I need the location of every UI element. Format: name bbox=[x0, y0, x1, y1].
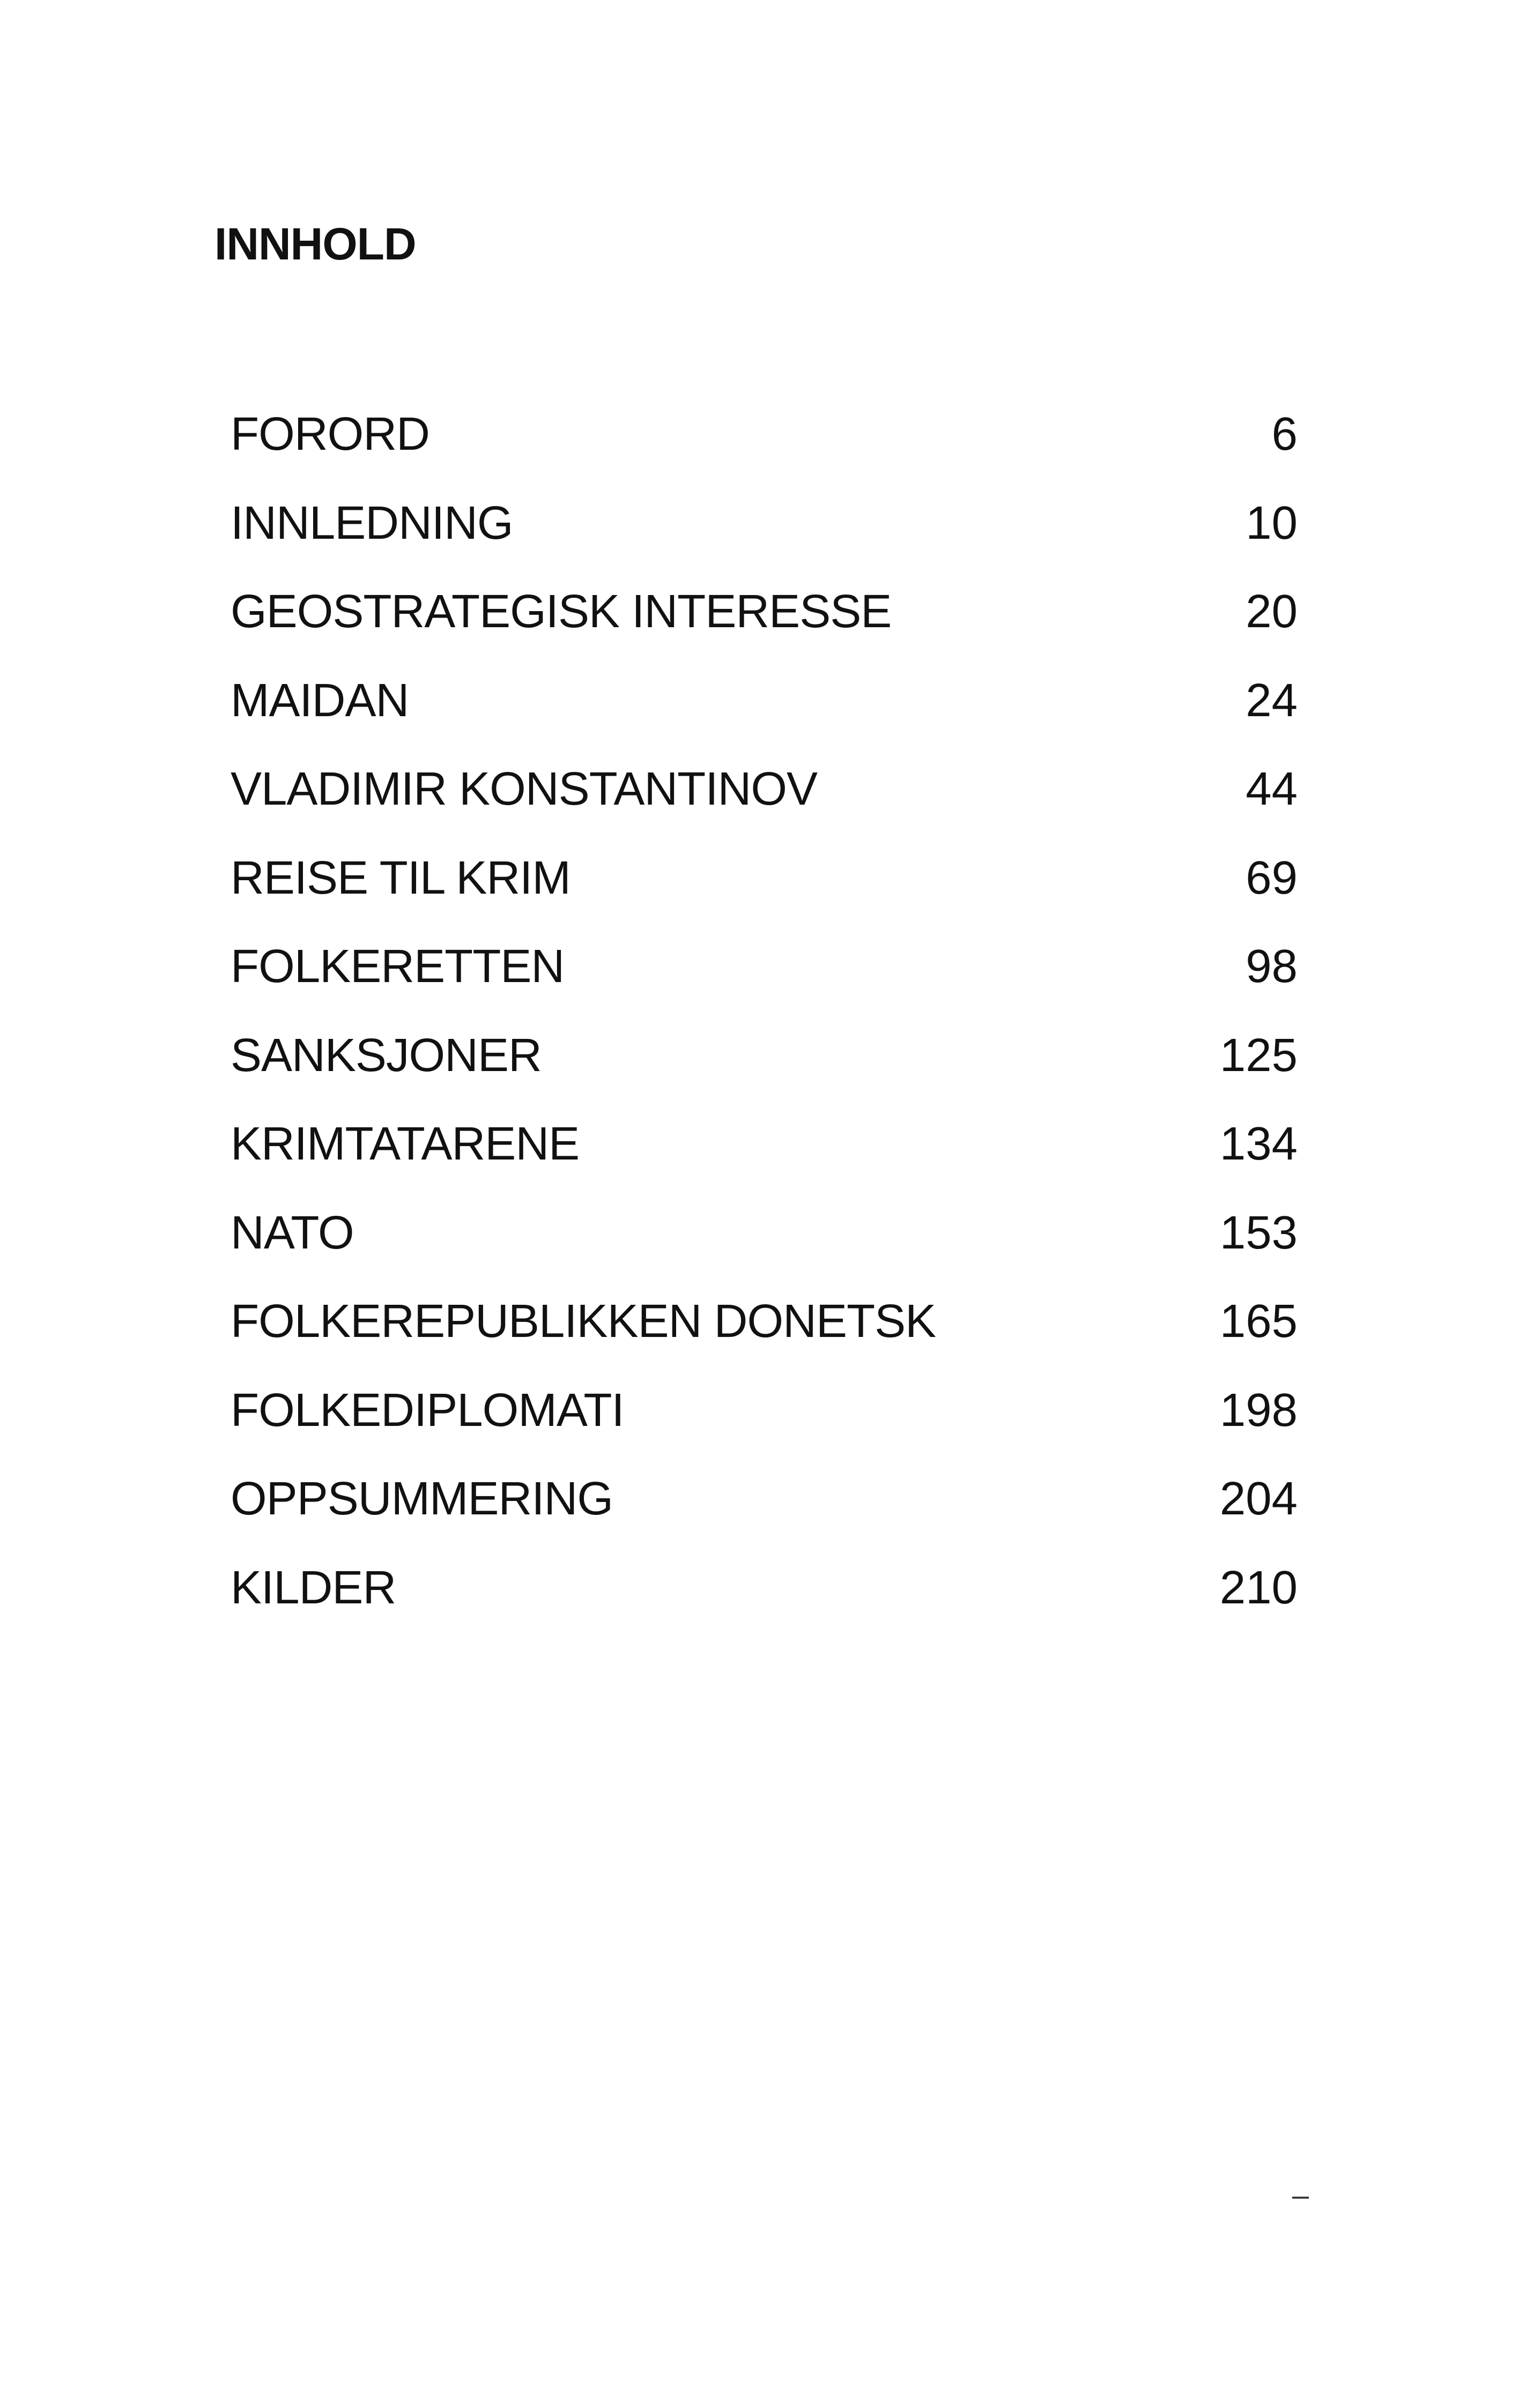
toc-entry-title: NATO bbox=[231, 1206, 354, 1259]
toc-entry-page: 153 bbox=[1219, 1206, 1298, 1259]
toc-entry-title: INNLEDNING bbox=[231, 496, 513, 549]
toc-entry-title: VLADIMIR KONSTANTINOV bbox=[231, 763, 818, 815]
toc-entry-page: 10 bbox=[1246, 496, 1298, 549]
toc-entry-krimtatarene[interactable] bbox=[231, 1109, 1298, 1198]
toc-entry-folkeretten[interactable] bbox=[231, 932, 1298, 1021]
toc-entry-page: 69 bbox=[1246, 851, 1298, 904]
toc-entry-title: MAIDAN bbox=[231, 674, 409, 726]
toc-entry-title: FORORD bbox=[231, 408, 429, 460]
toc-entry-page: 6 bbox=[1271, 408, 1298, 460]
toc-entry-page: 204 bbox=[1219, 1473, 1298, 1525]
toc-entry-page: 44 bbox=[1246, 763, 1298, 815]
toc-entry-title: GEOSTRATEGISK INTERESSE bbox=[231, 585, 892, 637]
page-number: – bbox=[1292, 2178, 1309, 2212]
toc-entry-innledning[interactable] bbox=[231, 488, 1298, 577]
toc-entry-title: OPPSUMMERING bbox=[231, 1473, 613, 1525]
toc-entry-title: FOLKEDIPLOMATI bbox=[231, 1384, 624, 1436]
toc-entry-page: 98 bbox=[1246, 940, 1298, 992]
toc-entry-page: 24 bbox=[1246, 674, 1298, 726]
page-title: INNHOLD bbox=[214, 219, 416, 269]
toc-entry-vladimir-konstantinov[interactable] bbox=[231, 754, 1298, 843]
toc-entry-page: 198 bbox=[1219, 1384, 1298, 1436]
toc-entry-page: 134 bbox=[1219, 1118, 1298, 1170]
toc-entry-kilder[interactable] bbox=[231, 1553, 1298, 1642]
toc-entry-title: FOLKERETTEN bbox=[231, 940, 565, 992]
toc-entry-reise-til-krim[interactable] bbox=[231, 843, 1298, 932]
toc-entry-folkediplomati[interactable] bbox=[231, 1376, 1298, 1465]
toc-entry-title: REISE TIL KRIM bbox=[231, 851, 570, 904]
toc-entry-folkerepublikken-donetsk[interactable] bbox=[231, 1287, 1298, 1376]
toc-entry-maidan[interactable] bbox=[231, 666, 1298, 755]
toc-entry-sanksjoner[interactable] bbox=[231, 1021, 1298, 1110]
toc-entry-title: SANKSJONER bbox=[231, 1029, 542, 1081]
toc-entry-oppsummering[interactable] bbox=[231, 1464, 1298, 1553]
toc-entry-title: KILDER bbox=[231, 1561, 396, 1614]
toc-entry-page: 165 bbox=[1219, 1295, 1298, 1347]
table-of-contents bbox=[231, 399, 1298, 1641]
toc-entry-page: 125 bbox=[1219, 1029, 1298, 1081]
toc-entry-page: 20 bbox=[1246, 585, 1298, 637]
toc-entry-title: FOLKEREPUBLIKKEN DONETSK bbox=[231, 1295, 936, 1347]
toc-entry-page: 210 bbox=[1219, 1561, 1298, 1614]
toc-entry-title: KRIMTATARENE bbox=[231, 1118, 580, 1170]
toc-entry-geostrategisk-interesse[interactable] bbox=[231, 577, 1298, 666]
toc-entry-nato[interactable] bbox=[231, 1198, 1298, 1287]
toc-entry-forord[interactable] bbox=[231, 399, 1298, 488]
